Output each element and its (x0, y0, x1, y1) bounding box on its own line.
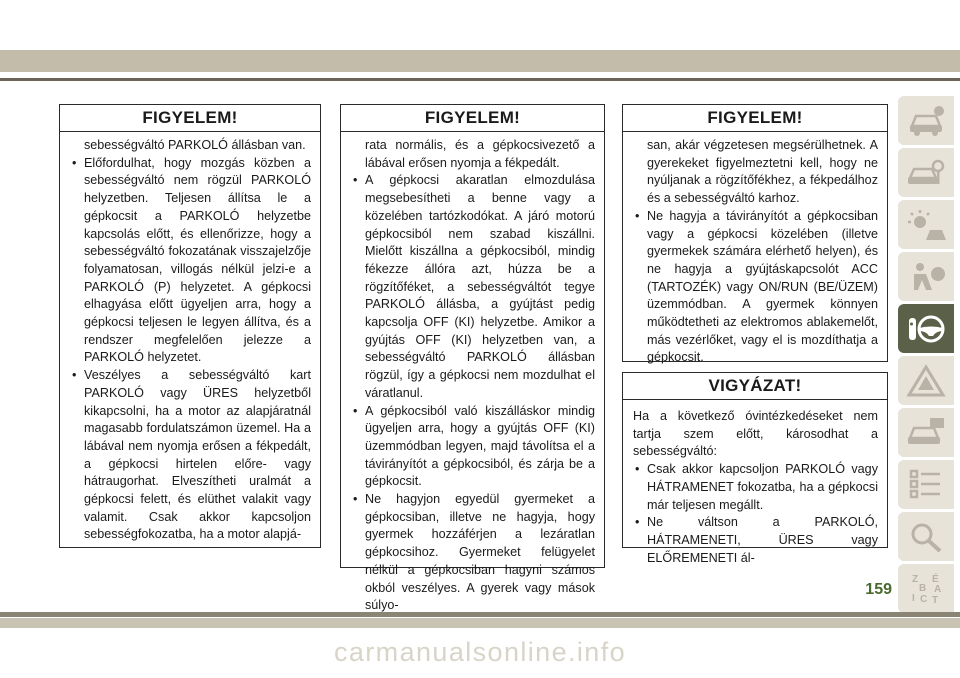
list-item: • A gépkocsi akaratlan elmozdulása megsebesítheti a benne vagy a közelében tartózkodókat. A járó motorú gépkocsiból nem szabad kiszállni. Mielőtt kiszállna a gépkocsiból, mindig fékezze állóra azt, húzza be a rögzítőféket, a sebességváltót tegye PARKOLÓ állásba, a gyújtást pedig kapcsolja OFF (KI) helyzetbe. Amikor a gyújtás OFF (KI) helyzetben van, a sebességváltó PARKOLÓ állásban rögzül, így a gépkocsi nem mozdulhat el váratlanul. (351, 172, 595, 402)
steering-wheel-icon (906, 312, 946, 346)
svg-text:É: É (932, 573, 939, 585)
page-number: 159 (865, 581, 892, 598)
list-item: • Ne hagyjon egyedül gyermeket a gépkocsiban, illetve ne hagyja, hogy gyermek hozzáférjen a lezáratlan gépkocsihoz. Gyermeket felügyelet nélkül a gépkocsiban hagyni számos okból veszélyes. A gyerek vagy mások súlyo- (351, 491, 595, 615)
caution-box-title: VIGYÁZAT! (623, 373, 887, 400)
tab-emergency[interactable] (898, 356, 954, 405)
warning-box-body (60, 132, 320, 548)
warning-box-body (623, 132, 887, 371)
tab-car-service[interactable] (898, 408, 954, 457)
list-item: • Ne hagyja a távirányítót a gépkocsiban vagy a gépkocsi közelében (illetve gyermekek számára elérhető helyen), és ne hagyja a gyújtáskapcsolót ACC (TARTOZÉK) vagy ON/RUN (BE/ÜZEM) üzemmódban. A gyermek könnyen működtetheti az elektromos ablakemelőt, más vezérlőket, vagy el is mozdíthatja a gépkocsit. (633, 208, 878, 367)
watermark-text: carmanualsonline.info (333, 637, 627, 667)
footer-band (0, 618, 960, 628)
tab-maintenance-checklist[interactable] (898, 460, 954, 509)
tab-car-info[interactable] (898, 96, 954, 145)
warning-triangle-icon (906, 364, 946, 398)
list-item: • Ne váltson a PARKOLÓ, HÁTRAMENETI, ÜRES vagy ELŐREMENETI ál- (633, 514, 878, 567)
caution-lead-text: Ha a következő óvintézkedéseket nem tartja szem előtt, károsodhat a sebességváltó: (633, 409, 878, 459)
car-service-icon (906, 416, 946, 450)
warning-lead-text: san, akár végzetesen megsérülhetnek. A gyerekeket figyelmeztetni kell, hogy ne nyúljanak a rögzítőfékhez, a fékpedálhoz és a sebességváltó karhoz. (647, 138, 878, 206)
dashboard-lights-icon (906, 208, 946, 242)
svg-text:T: T (932, 594, 939, 606)
car-key-icon (906, 156, 946, 190)
header-band (0, 50, 960, 72)
tab-starting-operating[interactable] (898, 304, 954, 353)
tab-dashboard-lights[interactable] (898, 200, 954, 249)
airbag-safety-icon (906, 260, 946, 294)
warning-box-2 (340, 104, 605, 613)
warning-box-title: FIGYELEM! (623, 105, 887, 132)
car-info-icon (906, 104, 946, 138)
warning-list (633, 208, 878, 367)
search-icon (906, 520, 946, 554)
svg-text:C: C (920, 593, 928, 605)
warning-box-3 (622, 104, 888, 365)
list-item: • Veszélyes a sebességváltó kart PARKOLÓ vagy ÜRES helyzetből kikapcsolni, ha a motor az alapjáratnál magasabb fordulatszámon üzemel. Ha a lábával nem nyomja erősen a fékpedált, a gépkocsi hirtelen előre- vagy hátraugorhat. Elveszítheti uralmát a gépkocsi felett, és elüthet valakit vagy valamit. Csak akkor kapcsoljon sebességfokozatba, ha a motor alapjá- (70, 367, 311, 544)
warning-lead-text: rata normális, és a gépkocsivezető a lábával erősen nyomja a fékpedált. (365, 138, 595, 170)
checklist-icon (906, 468, 946, 502)
chapter-tab-bar (892, 96, 960, 616)
footer-rule (0, 612, 960, 617)
caution-box (622, 372, 888, 565)
list-item: • Előfordulhat, hogy mozgás közben a sebességváltó nem rögzül PARKOLÓ helyzetben. Teljesen állítsa le a gépkocsit a PARKOLÓ helyzetbe kapcsolás előtt, és ellenőrizze, hogy a sebességváltó fokozatának visszajelzője folyamatosan, villogás nélkül jelzi-e a PARKOLÓ (P) helyzetet. A gépkocsi elhagyása előtt ügyeljen arra, hogy a gépkocsi teljesen le legyen állítva, és a rendszer megfelelően jelezze a PARKOLÓ helyzetet. (70, 155, 311, 367)
svg-text:A: A (934, 583, 942, 595)
warning-box-1 (59, 104, 321, 548)
caution-list (633, 461, 878, 567)
list-item: • Csak akkor kapcsoljon PARKOLÓ vagy HÁTRAMENET fokozatba, ha a gépkocsi már teljesen megállt. (633, 461, 878, 514)
warning-box-body (341, 132, 604, 619)
warning-box-title: FIGYELEM! (341, 105, 604, 132)
warning-list (70, 155, 311, 544)
alphabet-index-icon (906, 572, 946, 606)
tab-alphabet-index[interactable] (898, 564, 954, 613)
warning-list (351, 172, 595, 615)
list-item: • A gépkocsiból való kiszálláskor mindig ügyeljen arra, hogy a gyújtás OFF (KI) üzemmódban legyen, majd távolítsa el a távirányítót a gépkocsiból, és zárja be a gépkocsit. (351, 403, 595, 492)
warning-lead-text: sebességváltó PARKOLÓ állásban van. (84, 138, 306, 152)
header-rule (0, 78, 960, 81)
warning-box-title: FIGYELEM! (60, 105, 320, 132)
svg-text:I: I (912, 592, 915, 604)
caution-box-body (623, 400, 887, 571)
svg-text:B: B (919, 582, 927, 594)
svg-text:Z: Z (912, 573, 919, 585)
tab-car-key[interactable] (898, 148, 954, 197)
tab-search[interactable] (898, 512, 954, 561)
tab-airbag-safety[interactable] (898, 252, 954, 301)
